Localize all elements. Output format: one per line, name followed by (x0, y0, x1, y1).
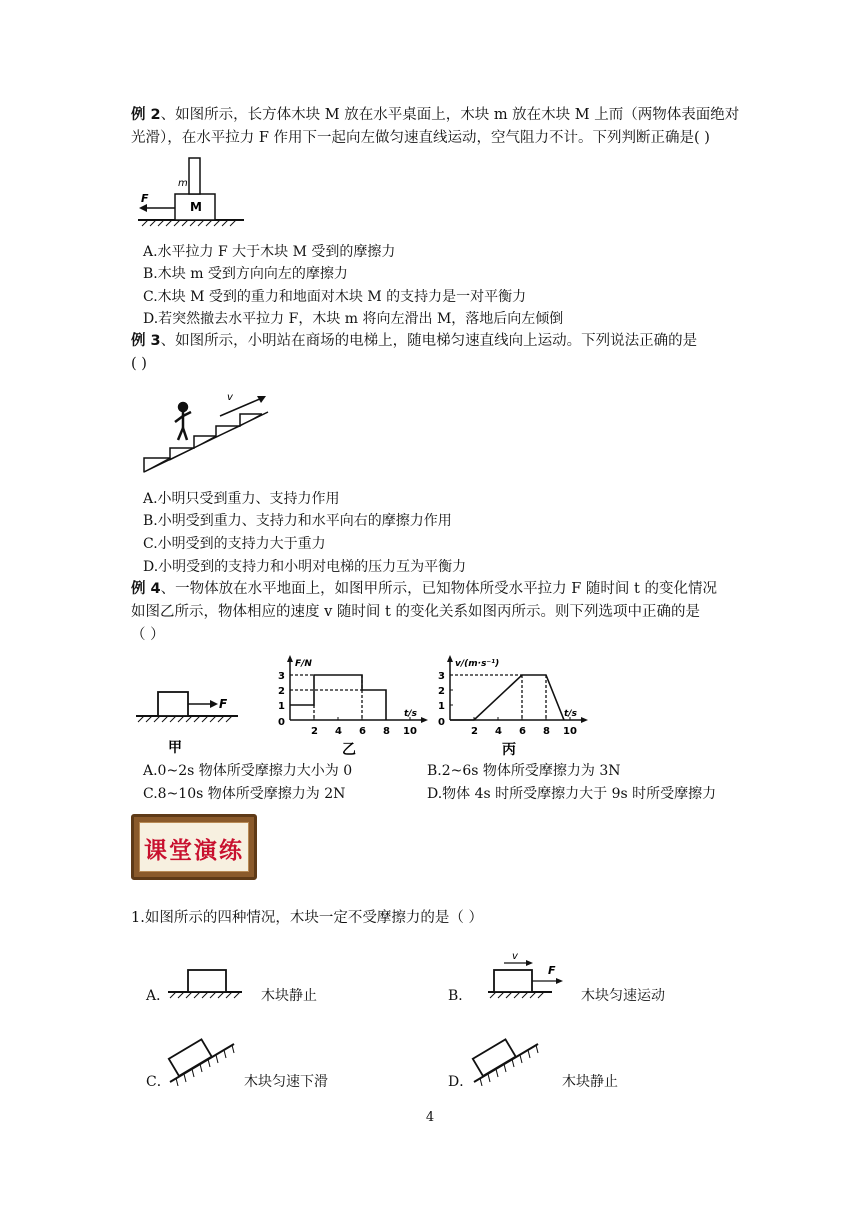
ex2-option-c: C.木块 M 受到的重力和地面对木块 M 的支持力是一对平衡力 (143, 289, 527, 305)
practice-banner (131, 814, 257, 880)
svg-text:F: F (548, 964, 556, 977)
ex3-option-b: B.小明受到重力、支持力和水平向右的摩擦力作用 (143, 513, 452, 529)
yi-xlabel: t/s (404, 709, 417, 719)
yi-ytick-label-1: 1 (278, 701, 285, 712)
q1-option-b-letter: B． (448, 988, 473, 1004)
yi-y-arrow (287, 655, 293, 662)
ex2-F-label: F (141, 192, 149, 205)
bing-origin: 0 (438, 717, 445, 728)
bing-xtick-label-10: 10 (563, 726, 577, 737)
bing-xtick-label-4: 4 (495, 726, 502, 737)
q1-option-c-figure (166, 1030, 240, 1086)
ex2-option-b: B.木块 m 受到方向向左的摩擦力 (143, 266, 348, 282)
ex4-question-line3: （ ） (131, 627, 165, 643)
ex4-F-label: F (219, 697, 228, 711)
ex4-block (158, 692, 188, 716)
ex4-figure-jia (134, 684, 244, 756)
ex2-question-line2: 光滑），在水平拉力 F 作用下一起向左做匀速直线运动，空气阻力不计。下列判断正确是( ) (131, 130, 710, 146)
yi-xtick-label-6: 6 (359, 726, 366, 737)
ex3-question-line1: 例 3、如图所示，小明站在商场的电梯上，随电梯匀速直线向上运动。下列说法正确的是 (131, 333, 698, 349)
ex4-question-line2: 如图乙所示，物体相应的速度 v 随时间 t 的变化关系如图丙所示。则下列选项中正确的是 (131, 604, 700, 620)
bing-x-arrow (581, 717, 588, 723)
ex3-option-d: D.小明受到的支持力和小明对电梯的压力互为平衡力 (143, 559, 467, 575)
jia-caption: 甲 (168, 740, 182, 756)
ex2-m-label: m (178, 178, 188, 189)
q1-option-b-desc: 木块匀速运动 (581, 988, 665, 1004)
bing-ytick-label-3: 3 (438, 671, 445, 682)
ex2-question-line1: 例 2、如图所示，长方体木块 M 放在水平桌面上，木块 m 放在木块 M 上而（两物体表面绝对 (131, 107, 740, 123)
yi-xtick-label-4: 4 (335, 726, 342, 737)
q1-option-b-figure (486, 948, 566, 1004)
yi-series-line (290, 675, 386, 720)
q1-option-a-figure (166, 966, 244, 1002)
chart-yi (268, 646, 428, 758)
yi-xtick-label-10: 10 (403, 726, 417, 737)
yi-xtick-label-2: 2 (311, 726, 318, 737)
yi-xtick-label-8: 8 (383, 726, 390, 737)
ex2-option-a: A.水平拉力 F 大于木块 M 受到的摩擦力 (143, 244, 396, 260)
ex2-label: 例 2 (131, 107, 161, 123)
ex3-option-a: A.小明只受到重力、支持力作用 (143, 491, 340, 507)
ex3-question-line2: ( ) (131, 356, 147, 372)
ex3-option-c: C.小明受到的支持力大于重力 (143, 536, 326, 552)
ex2-M-label: M (190, 200, 202, 214)
yi-ytick-label-2: 2 (278, 686, 285, 697)
q1-option-a-letter: A． (146, 988, 171, 1004)
practice-q1-text: 1.如图所示的四种情况，木块一定不受摩擦力的是（ ） (131, 910, 483, 926)
bing-xtick-label-2: 2 (471, 726, 478, 737)
bing-ytick-label-2: 2 (438, 686, 445, 697)
ex4-question-line1: 例 4、一物体放在水平地面上，如图甲所示，已知物体所受水平拉力 F 随时间 t 的变化情况 (131, 581, 717, 597)
q1-option-d-desc: 木块静止 (562, 1074, 618, 1090)
bing-caption: 丙 (502, 742, 516, 758)
bing-ylabel: v/(m·s⁻¹) (455, 659, 500, 669)
yi-caption: 乙 (342, 742, 356, 758)
bing-ytick-label-1: 1 (438, 701, 445, 712)
ex2-figure (136, 156, 248, 228)
ex4-option-c: C.8~10s 物体所受摩擦力为 2N (143, 786, 346, 802)
practice-banner-text: 课堂演练 (144, 837, 244, 864)
ex4-option-b: B.2~6s 物体所受摩擦力为 3N (427, 763, 621, 779)
svg-text:v: v (512, 951, 518, 962)
yi-x-arrow (421, 717, 428, 723)
bing-xtick-label-6: 6 (519, 726, 526, 737)
ex4-label: 例 4 (131, 581, 161, 597)
chart-bing (428, 646, 588, 758)
bing-series-line (450, 675, 564, 720)
block-m (189, 158, 200, 194)
ex3-escalator-figure (142, 390, 272, 476)
yi-origin: 0 (278, 717, 285, 728)
q1-option-c-desc: 木块匀速下滑 (244, 1074, 328, 1090)
page-number: 4 (425, 1110, 435, 1125)
ex3-v-label: v (227, 392, 233, 403)
bing-y-arrow (447, 655, 453, 662)
bing-xlabel: t/s (564, 709, 577, 719)
yi-ytick-label-3: 3 (278, 671, 285, 682)
ex4-option-a: A.0~2s 物体所受摩擦力大小为 0 (143, 763, 353, 779)
q1-option-d-letter: D． (448, 1074, 474, 1090)
ex2-option-d: D.若突然撤去水平拉力 F，木块 m 将向左滑出 M，落地后向左倾倒 (143, 311, 564, 327)
yi-ylabel: F/N (295, 659, 312, 669)
q1-option-a-desc: 木块静止 (261, 988, 317, 1004)
person-figure (175, 403, 191, 440)
ex3-label: 例 3 (131, 333, 161, 349)
ex4-option-d: D.物体 4s 时所受摩擦力大于 9s 时所受摩擦力 (427, 786, 717, 802)
bing-xtick-label-8: 8 (543, 726, 550, 737)
q1-option-c-letter: C． (146, 1074, 171, 1090)
q1-option-d-figure (470, 1030, 544, 1086)
